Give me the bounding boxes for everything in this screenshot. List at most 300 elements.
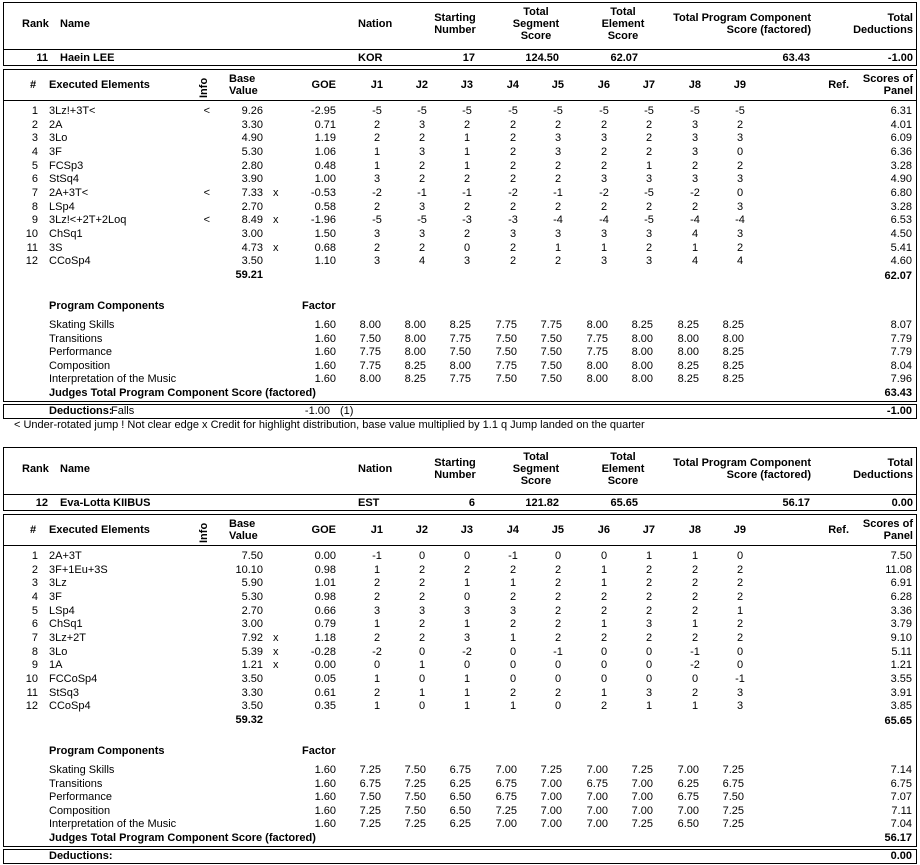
element-judge-score: 3 bbox=[600, 173, 608, 186]
deduction-type: Falls bbox=[111, 405, 135, 417]
element-judge-score: 3 bbox=[554, 227, 562, 240]
component-name: Transitions bbox=[49, 777, 103, 790]
component-panel-score: 7.11 bbox=[891, 804, 912, 817]
element-panel-score: 9.10 bbox=[890, 631, 912, 644]
element-name: 3F bbox=[49, 145, 62, 158]
element-judge-score: 2 bbox=[509, 132, 517, 145]
element-judge-score: 1 bbox=[463, 577, 471, 590]
element-judge-score: 2 bbox=[554, 173, 562, 186]
element-judge-score: -3 bbox=[462, 214, 472, 227]
component-judge-score: 7.75 bbox=[586, 332, 608, 345]
element-judge-score: 2 bbox=[691, 159, 699, 172]
element-judge-score: 0 bbox=[736, 550, 744, 562]
component-judge-score: 6.25 bbox=[677, 777, 699, 790]
component-judge-score: 7.00 bbox=[631, 791, 653, 804]
judge-header-j9: J9 bbox=[733, 524, 746, 536]
element-judge-score: 2 bbox=[509, 563, 517, 576]
element-judge-score: -1 bbox=[417, 186, 427, 199]
element-judge-score: -4 bbox=[735, 214, 745, 227]
element-judge-score: 3 bbox=[736, 686, 744, 699]
element-judge-score: -2 bbox=[690, 659, 700, 672]
element-judge-score: 3 bbox=[418, 200, 426, 213]
element-judge-score: 3 bbox=[736, 700, 744, 713]
element-judge-score: 3 bbox=[373, 173, 381, 186]
element-num: 12 bbox=[25, 255, 38, 268]
component-name: Interpretation of the Music bbox=[49, 818, 177, 831]
element-goe: 1.01 bbox=[314, 577, 336, 590]
scores-of-panel-header: Scores of bbox=[862, 518, 913, 530]
judges-total-pcs-label: Judges Total Program Component Score (factored) bbox=[49, 387, 316, 399]
element-name: 3F bbox=[49, 590, 62, 603]
rank-label: Rank bbox=[22, 18, 49, 30]
element-name: CCoSp4 bbox=[49, 700, 91, 713]
element-judge-score: -5 bbox=[644, 186, 654, 199]
element-goe: -1.96 bbox=[310, 214, 336, 227]
element-name: 3Lz!<+2T+2Loq bbox=[49, 214, 127, 227]
component-judge-score: 7.50 bbox=[540, 359, 562, 372]
component-panel-score: 7.79 bbox=[890, 332, 912, 345]
component-judge-score: 8.00 bbox=[631, 373, 653, 386]
element-judge-score: 2 bbox=[418, 132, 426, 145]
judges-total-pcs-value: 63.43 bbox=[884, 387, 912, 399]
element-name: 3S bbox=[49, 241, 63, 254]
component-judge-score: 8.00 bbox=[404, 346, 426, 359]
element-num: 12 bbox=[25, 700, 38, 713]
element-name: 3Lz+2T bbox=[49, 631, 86, 644]
executed-elements-header: Executed Elements bbox=[49, 524, 150, 536]
element-judge-score: 3 bbox=[645, 227, 653, 240]
judge-header-j2: J2 bbox=[415, 524, 428, 536]
element-judge-score: 2 bbox=[645, 241, 653, 254]
element-judge-score: -5 bbox=[553, 105, 563, 117]
element-goe: 0.68 bbox=[314, 241, 336, 254]
element-judge-score: 3 bbox=[645, 255, 653, 268]
element-judge-score: 0 bbox=[691, 672, 699, 685]
element-name: 2A+3T bbox=[49, 550, 82, 562]
scores-of-panel-header: Scores of bbox=[862, 73, 913, 85]
element-judge-score: 1 bbox=[509, 577, 517, 590]
element-base-value: 4.90 bbox=[241, 132, 263, 145]
element-judge-score: 1 bbox=[691, 241, 699, 254]
element-base-value: 5.90 bbox=[241, 577, 263, 590]
element-judge-score: 1 bbox=[600, 563, 608, 576]
total-pcs-label-2: Score (factored) bbox=[726, 469, 811, 481]
component-judge-score: 8.00 bbox=[404, 319, 426, 331]
deductions-box bbox=[3, 404, 917, 419]
element-judge-score: 2 bbox=[373, 118, 381, 131]
element-goe: 0.00 bbox=[314, 659, 336, 672]
judges-total-pcs-value: 56.17 bbox=[884, 832, 912, 844]
element-judge-score: 3 bbox=[418, 145, 426, 158]
component-name: Performance bbox=[49, 346, 112, 359]
element-num: 5 bbox=[31, 604, 38, 617]
element-panel-score: 6.80 bbox=[890, 186, 912, 199]
element-panel-score: 6.28 bbox=[890, 590, 912, 603]
element-judge-score: 2 bbox=[509, 241, 517, 254]
element-judge-score: 1 bbox=[418, 659, 426, 672]
element-panel-score: 3.79 bbox=[890, 618, 912, 631]
element-judge-score: 1 bbox=[645, 550, 653, 562]
component-judge-score: 8.00 bbox=[631, 332, 653, 345]
element-judge-score: 2 bbox=[691, 563, 699, 576]
element-judge-score: 1 bbox=[554, 241, 562, 254]
component-panel-score: 7.14 bbox=[890, 764, 912, 776]
skater-nation: KOR bbox=[358, 52, 383, 64]
element-name: 3Lz bbox=[49, 577, 67, 590]
element-judge-score: 2 bbox=[509, 173, 517, 186]
component-judge-score: 7.75 bbox=[495, 359, 517, 372]
element-judge-score: 1 bbox=[373, 700, 381, 713]
element-num: 10 bbox=[25, 672, 38, 685]
element-num: 2 bbox=[31, 563, 38, 576]
element-judge-score: 3 bbox=[418, 604, 426, 617]
element-judge-score: 2 bbox=[600, 159, 608, 172]
element-judge-score: 2 bbox=[645, 563, 653, 576]
element-judge-score: 2 bbox=[463, 200, 471, 213]
judge-header-j4: J4 bbox=[506, 524, 519, 536]
element-judge-score: 0 bbox=[736, 659, 744, 672]
element-judge-score: 2 bbox=[554, 590, 562, 603]
component-name: Performance bbox=[49, 791, 112, 804]
element-info: < bbox=[203, 214, 210, 227]
element-panel-score: 5.11 bbox=[891, 645, 912, 658]
element-panel-score: 4.60 bbox=[890, 255, 912, 268]
judge-header-j8: J8 bbox=[688, 79, 701, 91]
element-num: 11 bbox=[26, 241, 38, 254]
element-judge-score: 2 bbox=[554, 118, 562, 131]
total-element-score-label-2: Element bbox=[601, 18, 645, 30]
deduction-value: -1.00 bbox=[304, 405, 330, 417]
element-judge-score: 0 bbox=[418, 645, 426, 658]
element-judge-score: 0 bbox=[600, 645, 608, 658]
nation-label: Nation bbox=[358, 463, 393, 475]
element-judge-score: 1 bbox=[645, 159, 653, 172]
element-name: CCoSp4 bbox=[49, 255, 91, 268]
header-divider bbox=[3, 494, 917, 495]
component-judge-score: 6.75 bbox=[495, 791, 517, 804]
component-factor: 1.60 bbox=[314, 764, 336, 776]
element-judge-score: 2 bbox=[373, 590, 381, 603]
total-element-score-label: Total bbox=[610, 6, 636, 18]
component-factor: 1.60 bbox=[314, 373, 336, 386]
element-panel-score: 3.85 bbox=[890, 700, 912, 713]
element-judge-score: 2 bbox=[691, 577, 699, 590]
component-judge-score: 7.25 bbox=[404, 818, 426, 831]
element-panel-score: 1.21 bbox=[890, 659, 912, 672]
element-judge-score: 2 bbox=[554, 200, 562, 213]
judge-header-j4: J4 bbox=[506, 79, 519, 91]
starting-number-label: Starting bbox=[434, 457, 476, 469]
component-factor: 1.60 bbox=[314, 818, 336, 831]
element-name: LSp4 bbox=[49, 200, 75, 213]
element-judge-score: 2 bbox=[736, 563, 744, 576]
element-judge-score: 2 bbox=[418, 241, 426, 254]
element-panel-score: 6.09 bbox=[890, 132, 912, 145]
element-judge-score: 3 bbox=[691, 118, 699, 131]
element-num: 7 bbox=[31, 631, 38, 644]
element-panel-score: 6.53 bbox=[890, 214, 912, 227]
component-judge-score: 7.25 bbox=[540, 764, 562, 776]
element-judge-score: 0 bbox=[645, 672, 653, 685]
deductions-total: -1.00 bbox=[886, 405, 912, 417]
element-judge-score: 3 bbox=[509, 227, 517, 240]
element-judge-score: 0 bbox=[554, 672, 562, 685]
total-deductions-label: Total bbox=[887, 457, 913, 469]
element-judge-score: 3 bbox=[554, 145, 562, 158]
element-judge-score: 0 bbox=[509, 672, 517, 685]
legend-text: < Under-rotated jump ! Not clear edge x Credit for highlight distribution, base value multiplied by 1.1 q Jump landed on the quarter bbox=[14, 419, 645, 431]
component-judge-score: 8.25 bbox=[677, 319, 699, 331]
skater-rank: 11 bbox=[36, 52, 48, 64]
element-judge-score: 1 bbox=[463, 686, 471, 699]
element-base-value: 5.39 bbox=[241, 645, 263, 658]
element-judge-score: 2 bbox=[645, 590, 653, 603]
element-judge-score: 2 bbox=[600, 590, 608, 603]
component-judge-score: 7.75 bbox=[540, 319, 562, 331]
element-goe: 0.00 bbox=[314, 550, 336, 562]
element-goe: -0.53 bbox=[310, 186, 336, 199]
element-panel-score: 3.28 bbox=[890, 200, 912, 213]
element-judge-score: 2 bbox=[509, 255, 517, 268]
component-judge-score: 7.00 bbox=[495, 818, 517, 831]
total-deductions-label: Total bbox=[887, 12, 913, 24]
element-judge-score: 1 bbox=[463, 159, 471, 172]
component-panel-score: 8.07 bbox=[890, 319, 912, 331]
element-judge-score: 2 bbox=[373, 631, 381, 644]
skater-name: Eva-Lotta KIIBUS bbox=[60, 497, 151, 509]
element-judge-score: 2 bbox=[463, 563, 471, 576]
factor-header: Factor bbox=[302, 745, 336, 757]
name-label: Name bbox=[60, 463, 90, 475]
element-judge-score: 2 bbox=[645, 132, 653, 145]
element-judge-score: 0 bbox=[418, 672, 426, 685]
component-judge-score: 7.75 bbox=[449, 332, 471, 345]
base-value-total: 59.21 bbox=[235, 269, 263, 281]
element-judge-score: 0 bbox=[736, 645, 744, 658]
element-judge-score: 2 bbox=[600, 631, 608, 644]
element-name: StSq3 bbox=[49, 686, 79, 699]
element-judge-score: 2 bbox=[645, 604, 653, 617]
component-factor: 1.60 bbox=[314, 804, 336, 817]
total-deductions-label-2: Deductions bbox=[853, 469, 913, 481]
total-pcs-label-2: Score (factored) bbox=[726, 24, 811, 36]
element-judge-score: 1 bbox=[463, 672, 471, 685]
element-judge-score: 2 bbox=[509, 145, 517, 158]
element-base-value: 3.90 bbox=[241, 173, 263, 186]
total-pcs-label: Total Program Component bbox=[673, 457, 811, 469]
element-name: 3Lo bbox=[49, 132, 68, 145]
element-judge-score: 1 bbox=[373, 672, 381, 685]
element-judge-score: 0 bbox=[509, 645, 517, 658]
element-num: 3 bbox=[31, 577, 38, 590]
component-judge-score: 7.75 bbox=[359, 359, 381, 372]
component-judge-score: 7.25 bbox=[631, 818, 653, 831]
base-value-header: Base bbox=[229, 73, 256, 85]
component-judge-score: 8.00 bbox=[677, 346, 699, 359]
ref-header: Ref. bbox=[828, 79, 849, 91]
component-judge-score: 7.75 bbox=[359, 346, 381, 359]
element-base-value: 3.50 bbox=[241, 255, 263, 268]
component-judge-score: 7.00 bbox=[586, 804, 608, 817]
element-goe: 0.66 bbox=[314, 604, 336, 617]
element-judge-score: 4 bbox=[736, 255, 744, 268]
component-judge-score: 7.50 bbox=[540, 346, 562, 359]
component-judge-score: 7.50 bbox=[722, 791, 744, 804]
element-judge-score: 1 bbox=[373, 145, 381, 158]
element-judge-score: 2 bbox=[418, 159, 426, 172]
element-judge-score: 2 bbox=[600, 604, 608, 617]
element-judge-score: -1 bbox=[508, 550, 518, 562]
element-judge-score: 2 bbox=[736, 631, 744, 644]
element-judge-score: 3 bbox=[691, 145, 699, 158]
component-judge-score: 7.50 bbox=[404, 764, 426, 776]
component-judge-score: 7.50 bbox=[359, 791, 381, 804]
judges-total-pcs-label: Judges Total Program Component Score (factored) bbox=[49, 832, 316, 844]
component-judge-score: 6.75 bbox=[359, 777, 381, 790]
component-judge-score: 8.25 bbox=[722, 373, 744, 386]
component-factor: 1.60 bbox=[314, 319, 336, 331]
scores-of-panel-header-2: Panel bbox=[883, 85, 913, 97]
element-goe: -0.28 bbox=[310, 645, 336, 658]
component-judge-score: 7.00 bbox=[586, 818, 608, 831]
element-judge-score: 1 bbox=[373, 618, 381, 631]
element-panel-score: 4.50 bbox=[890, 227, 912, 240]
component-factor: 1.60 bbox=[314, 332, 336, 345]
component-judge-score: 6.75 bbox=[722, 777, 744, 790]
goe-header: GOE bbox=[311, 79, 336, 91]
num-header: # bbox=[30, 524, 37, 536]
component-judge-score: 7.75 bbox=[495, 319, 517, 331]
element-base-value: 10.10 bbox=[235, 563, 263, 576]
element-goe: 0.58 bbox=[314, 200, 336, 213]
element-x-mark: x bbox=[273, 631, 279, 644]
element-base-value: 2.80 bbox=[241, 159, 263, 172]
element-base-value: 1.21 bbox=[241, 659, 263, 672]
element-judge-score: 1 bbox=[509, 700, 517, 713]
element-judge-score: 2 bbox=[554, 604, 562, 617]
element-goe: 1.06 bbox=[314, 145, 336, 158]
element-num: 1 bbox=[31, 550, 38, 562]
element-judge-score: 3 bbox=[600, 132, 608, 145]
component-judge-score: 7.25 bbox=[359, 764, 381, 776]
component-panel-score: 7.04 bbox=[890, 818, 912, 831]
deductions-label: Deductions: bbox=[49, 405, 113, 417]
element-judge-score: 1 bbox=[600, 686, 608, 699]
element-judge-score: 0 bbox=[600, 550, 608, 562]
element-judge-score: 0 bbox=[463, 241, 471, 254]
component-factor: 1.60 bbox=[314, 777, 336, 790]
element-judge-score: 2 bbox=[509, 618, 517, 631]
element-base-value: 3.00 bbox=[241, 618, 263, 631]
component-judge-score: 7.00 bbox=[586, 791, 608, 804]
nation-label: Nation bbox=[358, 18, 393, 30]
component-judge-score: 6.50 bbox=[449, 804, 471, 817]
element-judge-score: 2 bbox=[554, 255, 562, 268]
element-base-value: 3.50 bbox=[241, 700, 263, 713]
element-judge-score: 2 bbox=[373, 200, 381, 213]
element-judge-score: -2 bbox=[690, 186, 700, 199]
panel-elements-total: 65.65 bbox=[884, 715, 912, 727]
element-judge-score: 2 bbox=[736, 241, 744, 254]
element-judge-score: 2 bbox=[463, 227, 471, 240]
element-judge-score: -2 bbox=[372, 186, 382, 199]
component-judge-score: 7.25 bbox=[404, 777, 426, 790]
component-judge-score: 7.50 bbox=[359, 332, 381, 345]
element-x-mark: x bbox=[273, 214, 279, 227]
element-num: 9 bbox=[31, 659, 38, 672]
element-judge-score: 1 bbox=[736, 604, 744, 617]
element-num: 7 bbox=[31, 186, 38, 199]
elements-header-divider bbox=[3, 545, 917, 546]
element-judge-score: -5 bbox=[599, 105, 609, 117]
element-name: ChSq1 bbox=[49, 618, 83, 631]
element-judge-score: -2 bbox=[599, 186, 609, 199]
element-x-mark: x bbox=[273, 645, 279, 658]
element-judge-score: 3 bbox=[463, 255, 471, 268]
judge-header-j2: J2 bbox=[415, 79, 428, 91]
element-base-value: 3.30 bbox=[241, 118, 263, 131]
element-num: 4 bbox=[31, 590, 38, 603]
element-judge-score: 2 bbox=[600, 200, 608, 213]
element-judge-score: 0 bbox=[554, 550, 562, 562]
element-x-mark: x bbox=[273, 241, 279, 254]
element-judge-score: 4 bbox=[418, 255, 426, 268]
skater-starting-number: 17 bbox=[462, 52, 475, 64]
element-goe: 0.61 bbox=[314, 686, 336, 699]
element-judge-score: 3 bbox=[554, 132, 562, 145]
element-name: StSq4 bbox=[49, 173, 79, 186]
element-judge-score: 3 bbox=[509, 604, 517, 617]
element-judge-score: 1 bbox=[463, 618, 471, 631]
judge-header-j1: J1 bbox=[370, 79, 383, 91]
element-judge-score: 0 bbox=[600, 659, 608, 672]
element-num: 5 bbox=[31, 159, 38, 172]
element-judge-score: 0 bbox=[554, 659, 562, 672]
element-judge-score: 3 bbox=[736, 200, 744, 213]
element-goe: 0.79 bbox=[314, 618, 336, 631]
component-judge-score: 7.25 bbox=[722, 818, 744, 831]
component-judge-score: 8.25 bbox=[449, 319, 471, 331]
element-judge-score: 3 bbox=[373, 227, 381, 240]
element-panel-score: 3.36 bbox=[890, 604, 912, 617]
element-judge-score: -5 bbox=[462, 105, 472, 117]
element-panel-score: 3.91 bbox=[890, 686, 912, 699]
component-panel-score: 6.75 bbox=[890, 777, 912, 790]
element-judge-score: 4 bbox=[691, 255, 699, 268]
element-judge-score: 3 bbox=[373, 604, 381, 617]
total-element-score-label-3: Score bbox=[607, 475, 639, 487]
component-name: Interpretation of the Music bbox=[49, 373, 177, 386]
header-divider bbox=[3, 49, 917, 50]
element-judge-score: 1 bbox=[600, 618, 608, 631]
element-judge-score: 0 bbox=[554, 700, 562, 713]
element-judge-score: 2 bbox=[509, 200, 517, 213]
element-judge-score: -4 bbox=[599, 214, 609, 227]
total-deductions-label-2: Deductions bbox=[853, 24, 913, 36]
element-base-value: 5.30 bbox=[241, 590, 263, 603]
element-judge-score: -3 bbox=[508, 214, 518, 227]
element-judge-score: 2 bbox=[418, 577, 426, 590]
component-judge-score: 7.50 bbox=[495, 332, 517, 345]
element-panel-score: 4.01 bbox=[890, 118, 912, 131]
element-judge-score: 1 bbox=[600, 241, 608, 254]
component-judge-score: 7.25 bbox=[631, 764, 653, 776]
total-segment-score-label-3: Score bbox=[520, 30, 552, 42]
element-base-value: 7.33 bbox=[241, 186, 263, 199]
element-name: FCCoSp4 bbox=[49, 672, 98, 685]
element-panel-score: 5.41 bbox=[890, 241, 912, 254]
component-judge-score: 7.25 bbox=[359, 804, 381, 817]
